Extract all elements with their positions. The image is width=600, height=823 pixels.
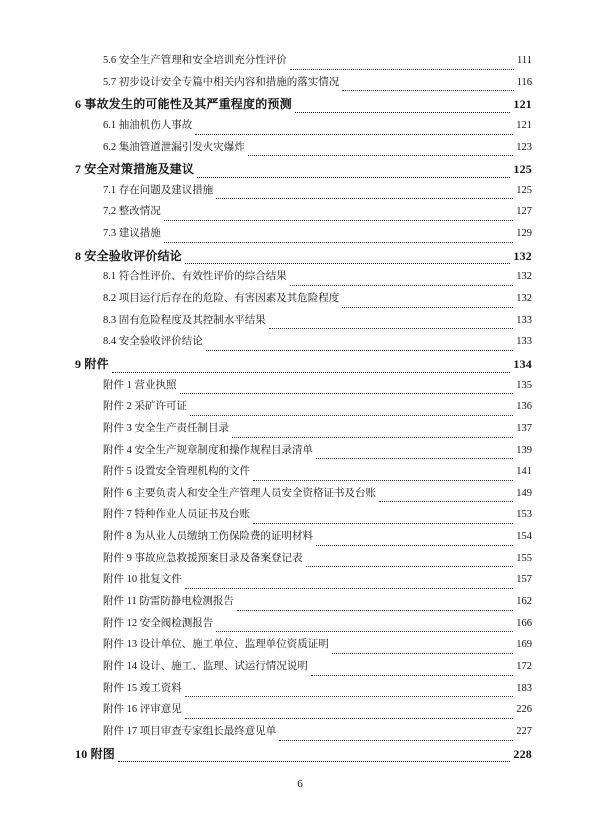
toc-entry-label: 8.4 安全验收评价结论: [103, 336, 203, 348]
toc-entry-label: 7 安全对策措施及建议: [75, 162, 195, 177]
toc-entry-label: 附件 11 防雷防静电检测报告: [103, 596, 234, 608]
toc-entry-page: 166: [516, 617, 532, 629]
toc-leader-dots: [118, 761, 510, 762]
toc-entry[interactable]: [75, 506, 532, 528]
toc-leader-dots: [332, 653, 514, 654]
toc-entry-label: 附件 2 采矿许可证: [103, 401, 187, 413]
toc-entry[interactable]: [75, 615, 532, 637]
toc-entry-label: 9 附件: [75, 356, 109, 371]
toc-entry-page: 154: [516, 531, 532, 543]
toc-entry-page: 227: [516, 725, 532, 737]
toc-entry-label: 附件 5 设置安全管理机构的文件: [103, 466, 250, 478]
toc-entry[interactable]: [75, 701, 532, 723]
toc-leader-dots: [180, 393, 514, 394]
toc-leader-dots: [195, 134, 513, 135]
toc-entry-page: 129: [516, 228, 532, 240]
toc-entry[interactable]: [75, 680, 532, 702]
toc-entry[interactable]: [75, 463, 532, 485]
toc-leader-dots: [269, 328, 514, 329]
toc-entry-page: 121: [513, 97, 532, 112]
toc-entry-label: 附件 9 事故应急救援预案目录及备案登记表: [103, 552, 303, 564]
toc-leader-dots: [185, 263, 510, 264]
toc-entry-page: 132: [516, 293, 532, 305]
footer-page-number: 6: [297, 778, 303, 790]
toc-entry[interactable]: [75, 160, 532, 182]
toc-entry-page: 228: [513, 746, 532, 761]
toc-entry[interactable]: [75, 420, 532, 442]
toc-entry-page: 141: [516, 466, 532, 478]
toc-entry-label: 6.2 集油管道泄漏引发火灾爆炸: [103, 141, 245, 153]
toc-entry[interactable]: [75, 593, 532, 615]
toc-list: [75, 52, 532, 766]
toc-leader-dots: [379, 501, 513, 502]
toc-entry-page: 132: [513, 248, 532, 263]
toc-leader-dots: [237, 610, 513, 611]
toc-entry-page: 121: [516, 119, 532, 131]
toc-entry[interactable]: [75, 528, 532, 550]
toc-entry[interactable]: [75, 442, 532, 464]
toc-entry-label: 附件 15 竣工资料: [103, 682, 182, 694]
toc-leader-dots: [253, 480, 513, 481]
toc-leader-dots: [216, 198, 513, 199]
toc-leader-dots: [112, 372, 511, 373]
toc-entry[interactable]: [75, 398, 532, 420]
toc-entry-label: 附件 1 营业执照: [103, 379, 177, 391]
toc-entry-page: 169: [516, 639, 532, 651]
toc-leader-dots: [248, 155, 514, 156]
toc-entry-page: 125: [516, 184, 532, 196]
toc-entry-label: 7.3 建议措施: [103, 228, 161, 240]
toc-entry[interactable]: [75, 290, 532, 312]
toc-entry-label: 5.7 初步设计安全专篇中相关内容和措施的落实情况: [103, 76, 340, 88]
toc-entry-label: 8.2 项目运行后存在的危险、有害因素及其危险程度: [103, 293, 340, 305]
toc-entry[interactable]: [75, 745, 532, 767]
toc-entry[interactable]: [75, 658, 532, 680]
toc-entry-page: 157: [516, 574, 532, 586]
toc-entry-page: 226: [516, 704, 532, 716]
toc-leader-dots: [197, 177, 510, 178]
toc-entry-page: 135: [516, 379, 532, 391]
toc-entry-page: 149: [516, 487, 532, 499]
toc-entry[interactable]: [75, 268, 532, 290]
toc-entry-label: 附件 8 为从业人员缴纳工伤保险费的证明材料: [103, 531, 313, 543]
toc-entry-label: 附件 3 安全生产责任制目录: [103, 422, 229, 434]
toc-entry-page: 134: [513, 356, 532, 371]
toc-leader-dots: [206, 350, 514, 351]
toc-entry-page: 133: [516, 314, 532, 326]
toc-entry[interactable]: [75, 636, 532, 658]
toc-leader-dots: [290, 69, 514, 70]
toc-entry[interactable]: [75, 723, 532, 745]
toc-leader-dots: [311, 675, 514, 676]
toc-leader-dots: [185, 588, 514, 589]
toc-entry-label: 6.1 抽油机伤人事故: [103, 119, 193, 131]
toc-leader-dots: [185, 718, 514, 719]
toc-entry-label: 5.6 安全生产管理和安全培训充分性评价: [103, 55, 287, 66]
toc-entry[interactable]: [75, 139, 532, 161]
toc-entry[interactable]: [75, 377, 532, 399]
toc-entry[interactable]: [75, 203, 532, 225]
toc-entry-label: 7.2 整改情况: [103, 206, 161, 218]
toc-entry-page: 132: [516, 271, 532, 283]
toc-entry-label: 附件 7 特种作业人员证书及台账: [103, 509, 250, 521]
toc-entry-page: 116: [516, 76, 532, 88]
toc-leader-dots: [295, 112, 511, 113]
toc-entry[interactable]: [75, 52, 532, 74]
toc-leader-dots: [316, 458, 513, 459]
toc-entry-label: 8 安全验收评价结论: [75, 248, 183, 263]
toc-leader-dots: [316, 545, 513, 546]
toc-entry-page: 162: [516, 596, 532, 608]
toc-entry[interactable]: [75, 550, 532, 572]
toc-leader-dots: [290, 285, 514, 286]
toc-entry-label: 附件 4 安全生产规章制度和操作规程目录清单: [103, 444, 313, 456]
toc-entry-page: 153: [516, 509, 532, 521]
toc-entry-label: 10 附图: [75, 746, 116, 761]
toc-entry-page: 123: [516, 141, 532, 153]
toc-entry-label: 附件 12 安全阀检测报告: [103, 617, 214, 629]
toc-entry-label: 附件 16 评审意见: [103, 704, 182, 716]
toc-entry-page: 125: [513, 162, 532, 177]
toc-entry-page: 183: [516, 682, 532, 694]
toc-entry-page: 139: [516, 444, 532, 456]
toc-entry[interactable]: [75, 333, 532, 355]
toc-entry-label: 8.1 符合性评价、有效性评价的综合结果: [103, 271, 287, 283]
toc-leader-dots: [164, 220, 514, 221]
toc-entry-page: 111: [517, 55, 532, 66]
toc-entry[interactable]: [75, 247, 532, 269]
toc-leader-dots: [279, 740, 513, 741]
toc-entry[interactable]: [75, 117, 532, 139]
toc-entry[interactable]: [75, 74, 532, 96]
toc-entry-label: 附件 17 项目审查专家组长最终意见单: [103, 725, 277, 737]
toc-entry[interactable]: [75, 182, 532, 204]
toc-leader-dots: [342, 307, 513, 308]
toc-entry[interactable]: [75, 312, 532, 334]
toc-leader-dots: [190, 415, 513, 416]
toc-entry-page: 172: [516, 660, 532, 672]
toc-leader-dots: [342, 90, 513, 91]
toc-entry[interactable]: [75, 355, 532, 377]
toc-leader-dots: [232, 437, 513, 438]
toc-entry-page: 137: [516, 422, 532, 434]
toc-entry-page: 127: [516, 206, 532, 218]
toc-entry[interactable]: [75, 485, 532, 507]
toc-entry-label: 附件 6 主要负责人和安全生产管理人员安全资格证书及台账: [103, 487, 376, 499]
toc-entry-label: 附件 14 设计、施工、监理、试运行情况说明: [103, 660, 308, 672]
toc-leader-dots: [185, 696, 514, 697]
toc-leader-dots: [306, 566, 514, 567]
toc-leader-dots: [253, 523, 513, 524]
toc-entry-label: 附件 13 设计单位、施工单位、监理单位资质证明: [103, 639, 329, 651]
toc-entry-page: 155: [516, 552, 532, 564]
toc-entry-page: 133: [516, 336, 532, 348]
toc-entry[interactable]: [75, 571, 532, 593]
toc-entry[interactable]: [75, 225, 532, 247]
toc-entry-label: 7.1 存在问题及建议措施: [103, 184, 214, 196]
toc-entry-page: 136: [516, 401, 532, 413]
toc-entry[interactable]: [75, 95, 532, 117]
toc-leader-dots: [164, 242, 514, 243]
toc-leader-dots: [216, 631, 513, 632]
toc-entry-label: 6 事故发生的可能性及其严重程度的预测: [75, 97, 292, 112]
toc-entry-label: 附件 10 批复文件: [103, 574, 182, 586]
toc-entry-label: 8.3 固有危险程度及其控制水平结果: [103, 314, 266, 326]
